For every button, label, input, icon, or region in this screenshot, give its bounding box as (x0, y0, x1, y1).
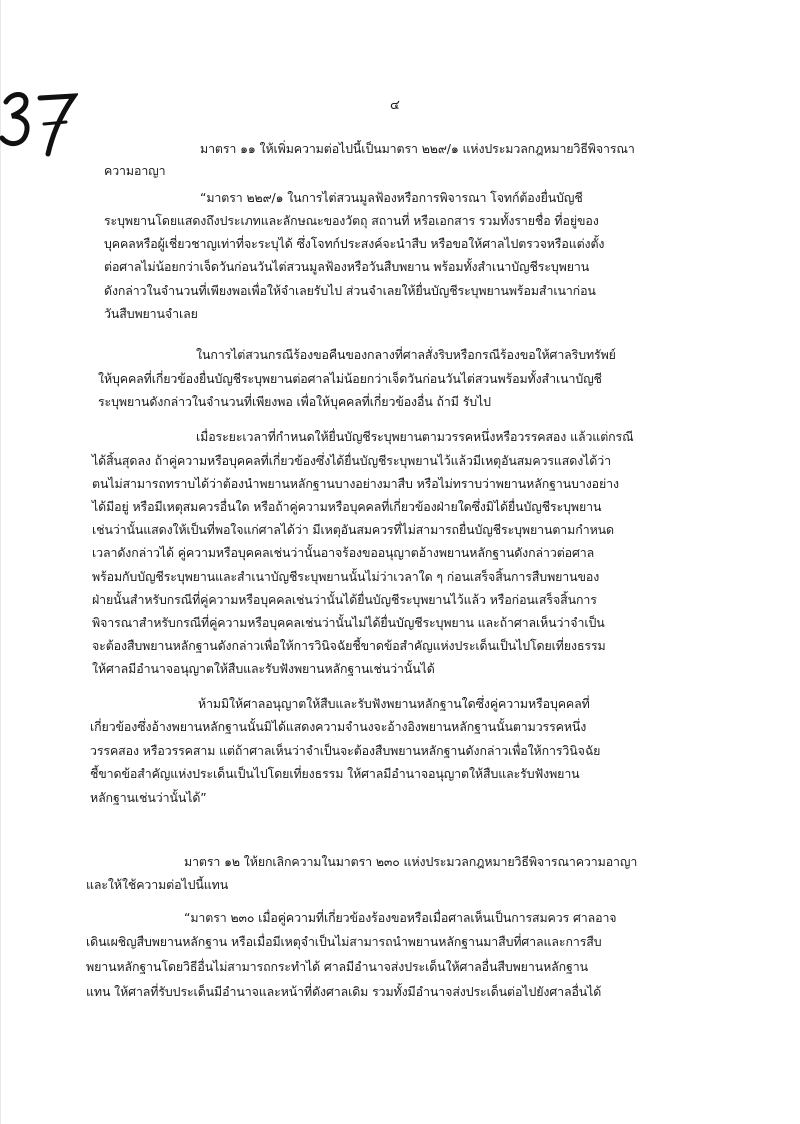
text-line: ระบุพยานโดยแสดงถึงประเภทและลักษณะของวัตถุ สถานที่ หรือเอกสาร รวมทั้งรายชื่อ ที่อยู่ของ (104, 213, 599, 228)
text-line: ฝ่ายนั้นสำหรับกรณีที่คู่ความหรือบุคคลเช่นว่านั้นได้ยื่นบัญชีระบุพยานไว้แล้ว หรือก่อนเสร็จสิ้นการ (92, 592, 597, 607)
text-line: เกี่ยวข้องซึ่งอ้างพยานหลักฐานนั้นมิได้แสดงความจำนงจะอ้างอิงพยานหลักฐานนั้นตามวรรคหนึ่ง (90, 719, 587, 734)
text-line: ระบุพยานดังกล่าวในจำนวนที่เพียงพอ เพื่อให้บุคคลที่เกี่ยวข้องอื่น ถ้ามี รับไป (98, 394, 491, 409)
text-line: เดินเผชิญสืบพยานหลักฐาน หรือเมื่อมีเหตุจำเป็นไม่สามารถนำพยานหลักฐานมาสืบที่ศาลและการสืบ (86, 934, 602, 949)
text-line: และให้ใช้ความต่อไปนี้แทน (86, 877, 229, 892)
text-line: ในการไต่สวนกรณีร้องขอคืนของกลางที่ศาลสั่งริบหรือกรณีร้องขอให้ศาลริบทรัพย์ (196, 347, 616, 362)
text-line: เช่นว่านั้นแสดงให้เป็นที่พอใจแก่ศาลได้ว่า มีเหตุอันสมควรที่ไม่สามารถยื่นบัญชีระบุพยานตามกำหนด (92, 522, 614, 537)
text-line: เวลาดังกล่าวได้ คู่ความหรือบุคคลเช่นว่านั้นอาจร้องขออนุญาตอ้างพยานหลักฐานดังกล่าวต่อศาล (92, 545, 595, 560)
text-line: เมื่อระยะเวลาที่กำหนดให้ยื่นบัญชีระบุพยานตามวรรคหนึ่งหรือวรรคสอง แล้วแต่กรณี (196, 429, 634, 444)
text-line: ตนไม่สามารถทราบได้ว่าต้องนำพยานหลักฐานบางอย่างมาสืบ หรือไม่ทราบว่าพยานหลักฐานบางอย่าง (92, 476, 619, 491)
text-line: มาตรา ๑๒ ให้ยกเลิกความในมาตรา ๒๓๐ แห่งประมวลกฎหมายวิธีพิจารณาความอาญา (184, 854, 638, 869)
text-line: วันสืบพยานจำเลย (104, 306, 198, 321)
text-line: ดังกล่าวในจำนวนที่เพียงพอเพื่อให้จำเลยรับไป ส่วนจำเลยให้ยื่นบัญชีระบุพยานพร้อมสำเนาก่อน (104, 283, 596, 298)
page-number: ๔ (390, 98, 400, 113)
text-line: “มาตรา ๒๒๙/๑ ในการไต่สวนมูลฟ้องหรือการพิจารณา โจทก์ต้องยื่นบัญชี (200, 190, 583, 205)
text-line: พยานหลักฐานโดยวิธีอื่นไม่สามารถกระทำได้ ศาลมีอำนาจส่งประเด็นให้ศาลอื่นสืบพยานหลักฐาน (86, 959, 588, 974)
text-line: วรรคสอง หรือวรรคสาม แต่ถ้าศาลเห็นว่าจำเป็นจะต้องสืบพยานหลักฐานดังกล่าวเพื่อให้การวินิจฉัย (90, 743, 601, 758)
text-line: ต่อศาลไม่น้อยกว่าเจ็ดวันก่อนวันไต่สวนมูลฟ้องหรือวันสืบพยาน พร้อมทั้งสำเนาบัญชีระบุพยาน (104, 259, 590, 274)
text-line: ความอาญา (104, 163, 166, 178)
text-line: ได้สิ้นสุดลง ถ้าคู่ความหรือบุคคลที่เกี่ยวข้องซึ่งได้ยื่นบัญชีระบุพยานไว้แล้วมีเหตุอันสมควรแสดงได้ว่า (92, 453, 611, 468)
text-line: พิจารณาสำหรับกรณีที่คู่ความหรือบุคคลเช่นว่านั้นไม่ได้ยื่นบัญชีระบุพยาน และถ้าศาลเห็นว่าจำเป็น (92, 615, 605, 630)
text-line: ให้ศาลมีอำนาจอนุญาตให้สืบและรับฟังพยานหลักฐานเช่นว่านั้นได้ (92, 661, 435, 676)
text-line: บุคคลหรือผู้เชี่ยวชาญเท่าที่จะระบุได้ ซึ่งโจทก์ประสงค์จะนำสืบ หรือขอให้ศาลไปตรวจหรือแต่งตั้ง (104, 236, 605, 251)
text-line: พร้อมกับบัญชีระบุพยานและสำเนาบัญชีระบุพยานนั้นไม่ว่าเวลาใด ๆ ก่อนเสร็จสิ้นการสืบพยานของ (92, 569, 600, 584)
text-line: ให้บุคคลที่เกี่ยวข้องยื่นบัญชีระบุพยานต่อศาลไม่น้อยกว่าเจ็ดวันก่อนวันไต่สวนพร้อมทั้งสำเนาบัญชี (98, 371, 602, 386)
text-line: ได้มีอยู่ หรือมีเหตุสมควรอื่นใด หรือถ้าคู่ความหรือบุคคลที่เกี่ยวข้องฝ่ายใดซึ่งมิได้ยื่นบัญชีระบุพยาน (92, 499, 602, 514)
text-line: “มาตรา ๒๓๐ เมื่อคู่ความที่เกี่ยวข้องร้องขอหรือเมื่อศาลเห็นเป็นการสมควร ศาลอาจ (184, 910, 617, 925)
text-line: มาตรา ๑๑ ให้เพิ่มความต่อไปนี้เป็นมาตรา ๒๒๙/๑ แห่งประมวลกฎหมายวิธีพิจารณา (200, 141, 635, 156)
text-line: ห้ามมิให้ศาลอนุญาตให้สืบและรับฟังพยานหลักฐานใดซึ่งคู่ความหรือบุคคลที่ (198, 696, 590, 711)
text-line: ชี้ขาดข้อสำคัญแห่งประเด็นเป็นไปโดยเที่ยงธรรม ให้ศาลมีอำนาจอนุญาตให้สืบและรับฟังพยาน (90, 766, 580, 781)
handwritten-page-mark (0, 88, 78, 158)
text-line: จะต้องสืบพยานหลักฐานดังกล่าวเพื่อให้การวินิจฉัยชี้ขาดข้อสำคัญแห่งประเด็นเป็นไปโดยเที่ยงธรรม (92, 638, 606, 653)
text-line: หลักฐานเช่นว่านั้นได้” (90, 790, 207, 805)
text-line: แทน ให้ศาลที่รับประเด็นมีอำนาจและหน้าที่ดังศาลเดิม รวมทั้งมีอำนาจส่งประเด็นต่อไปยังศาลอื่นได้ (86, 984, 602, 999)
scan-edge (0, 0, 1, 1124)
